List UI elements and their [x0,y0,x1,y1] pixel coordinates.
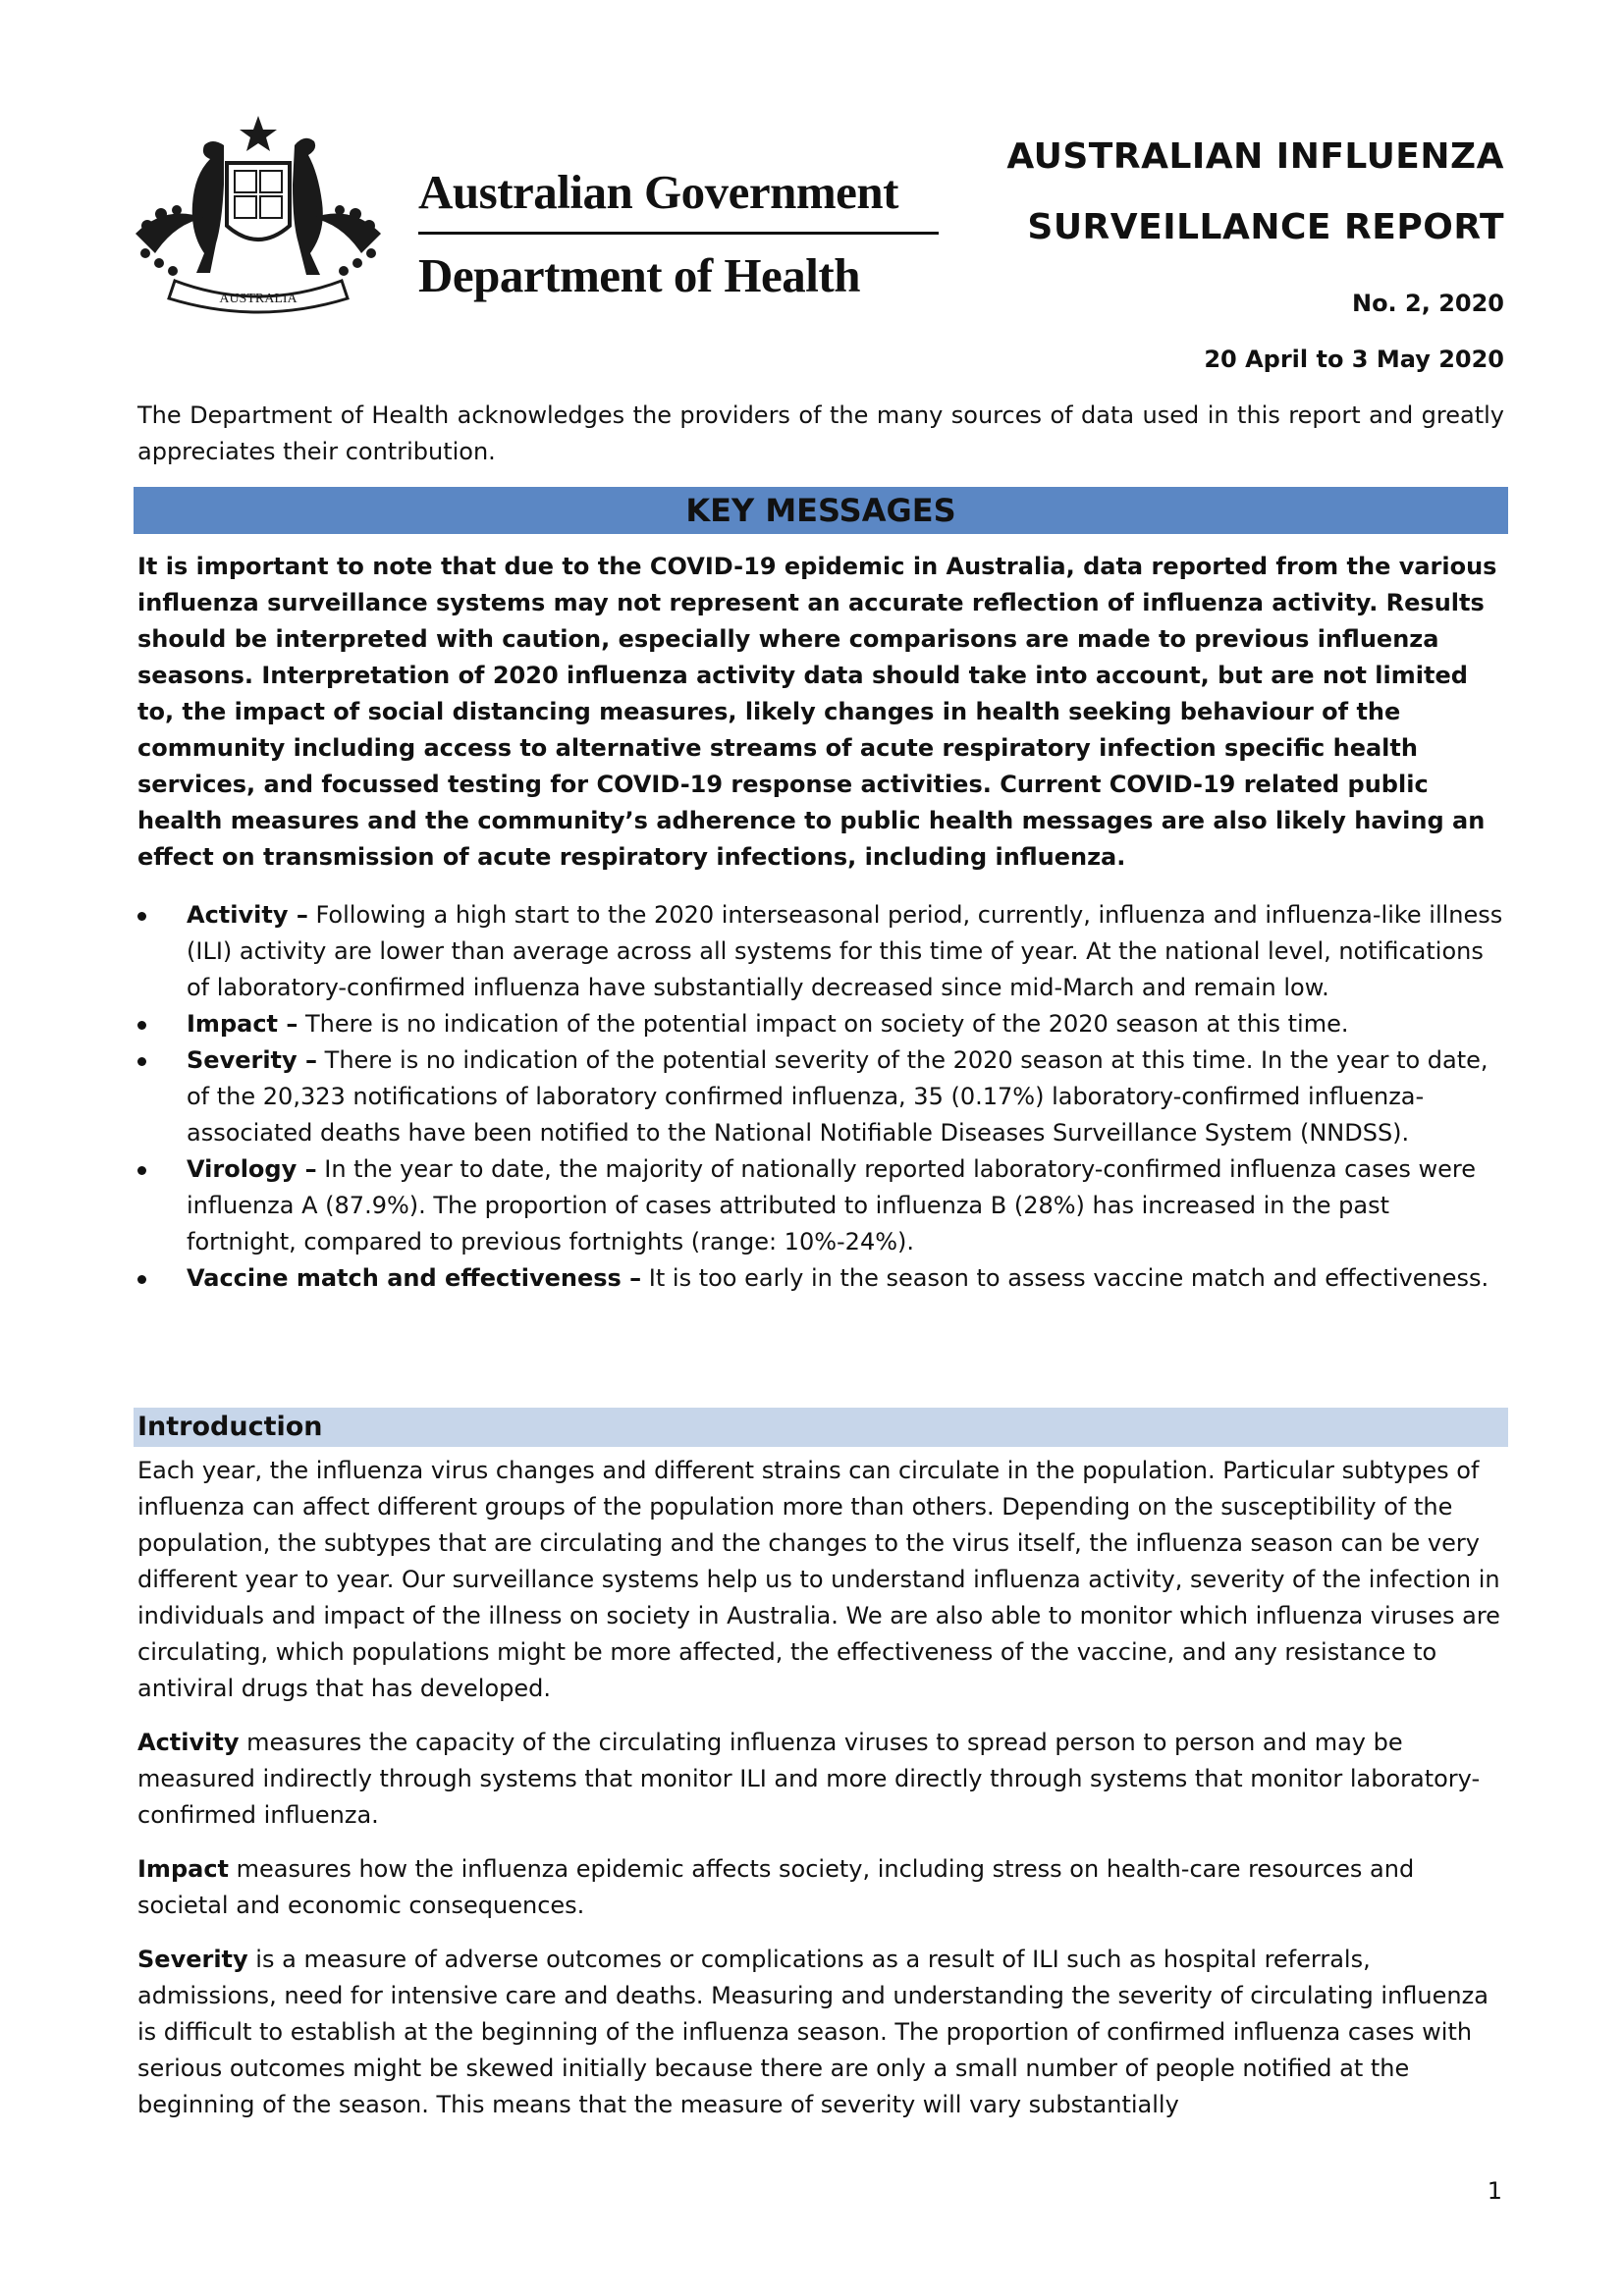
bullet-label: Vaccine match and effectiveness – [187,1264,642,1292]
key-messages-intro: It is important to note that due to the COVID-19 epidemic in Australia, data reported from the various influenza surveillance systems may not represent an accurate reflection of influenza activity. Results should be interpreted with caution, especially where comparisons are made to previous influenza seasons. Interpretation of 2020 influenza activity data should take into account, but are not limited to, the impact of social distancing measures, likely changes in health seeking behaviour of the community including access to alternative streams of acute respiratory infection specific health services, and focussed testing for COVID-19 response activities. Current COVID-19 related public health measures and the community’s adherence to public health messages are also likely having an effect on transmission of acute respiratory infections, including influenza. [137,553,1497,871]
key-messages-heading: KEY MESSAGES [685,492,956,529]
coat-of-arms-icon [126,116,391,324]
government-logo [126,116,941,324]
introduction-paragraph: Each year, the influenza virus changes and different strains can circulate in the population. Particular subtypes of influenza can affect different groups of the population more than others. Depending on the susceptibility of the population, the subtypes that are circulating and the changes to the virus itself, the influenza season can be very different year to year. Our surveillance systems help us to understand influenza activity, severity of the infection in individuals and impact of the illness on society in Australia. We are also able to monitor which influenza viruses are circulating, which populations might be more affected, the effectiveness of the vaccine, and any resistance to antiviral drugs that has developed. [137,1457,1500,1702]
wordmark-divider [418,232,939,235]
list-item [137,897,1504,1006]
bullet-label: Impact – [187,1010,298,1038]
impact-paragraph [137,1851,1504,1924]
page-number: 1 [1487,2177,1502,2205]
bullet-text: In the year to date, the majority of nationally reported laboratory-confirmed influenza cases were influenza A (87.9%). The proportion of cases attributed to influenza B (28%) has increased in the past fortnight, compared to previous fortnights (range: 10%-24%). [187,1155,1476,1255]
impact-term: Impact [137,1855,230,1883]
severity-term: Severity [137,1946,248,1973]
report-title-line-2: SURVEILLANCE REPORT [1027,207,1504,247]
introduction-heading-bar [134,1408,1508,1447]
activity-term: Activity [137,1729,240,1756]
bullet-icon [137,1021,146,1030]
key-messages-heading-bar [134,487,1508,534]
list-item [137,1260,1504,1297]
department-name: Department of Health [418,248,860,302]
report-title [1006,122,1504,263]
list-item [137,1006,1504,1042]
bullet-label: Virology – [187,1155,317,1183]
bullet-icon [137,1057,146,1066]
bullet-icon [137,1166,146,1175]
activity-definition: measures the capacity of the circulating influenza viruses to spread person to person and may be measured indirectly through systems that monitor ILI and more directly through systems that monitor laboratory-confirmed influenza. [137,1729,1481,1829]
activity-paragraph [137,1725,1504,1834]
bullet-text: It is too early in the season to assess vaccine match and effectiveness. [641,1264,1489,1292]
bullet-text: Following a high start to the 2020 interseasonal period, currently, influenza and influenza-like illness (ILI) activity are lower than average across all systems for this time of year. At the national level, notifications of laboratory-confirmed influenza have substantially decreased since mid-March and remain low. [187,901,1503,1001]
bullet-text: There is no indication of the potential impact on society of the 2020 season at this time. [298,1010,1349,1038]
impact-definition: measures how the influenza epidemic affects society, including stress on health-care resources and societal and economic consequences. [137,1855,1415,1919]
report-date-range: 20 April to 3 May 2020 [1204,346,1504,373]
introduction-heading: Introduction [137,1412,323,1442]
bullet-label: Activity – [187,901,308,929]
severity-definition: is a measure of adverse outcomes or complications as a result of ILI such as hospital referrals, admissions, need for intensive care and deaths. Measuring and understanding the severity of circulating influenza is difficult to establish at the beginning of the influenza season. The proportion of confirmed influenza cases with serious outcomes might be skewed initially because there are only a small number of people notified at the beginning of the season. This means that the measure of severity will vary substantially [137,1946,1489,2118]
key-messages-list [137,897,1504,1297]
government-wordmark [418,165,948,303]
severity-paragraph [137,1942,1504,2123]
report-title-line-1: AUSTRALIAN INFLUENZA [1006,136,1504,177]
bullet-text: There is no indication of the potential severity of the 2020 season at this time. In the year to date, of the 20,323 notifications of laboratory confirmed influenza, 35 (0.17%) laboratory-confirmed influenza-associated deaths have been notified to the National Notifiable Diseases Surveillance System (NNDSS). [187,1046,1489,1147]
bullet-icon [137,912,146,921]
bullet-icon [137,1275,146,1284]
report-number: No. 2, 2020 [1351,290,1504,317]
introduction-section [137,1453,1504,2123]
list-item [137,1151,1504,1260]
bullet-label: Severity – [187,1046,318,1074]
government-name: Australian Government [418,165,898,219]
list-item [137,1042,1504,1151]
crest-scroll-text: AUSTRALIA [219,292,298,306]
acknowledgement-text: The Department of Health acknowledges the providers of the many sources of data used in this report and greatly appreciates their contribution. [137,401,1504,465]
